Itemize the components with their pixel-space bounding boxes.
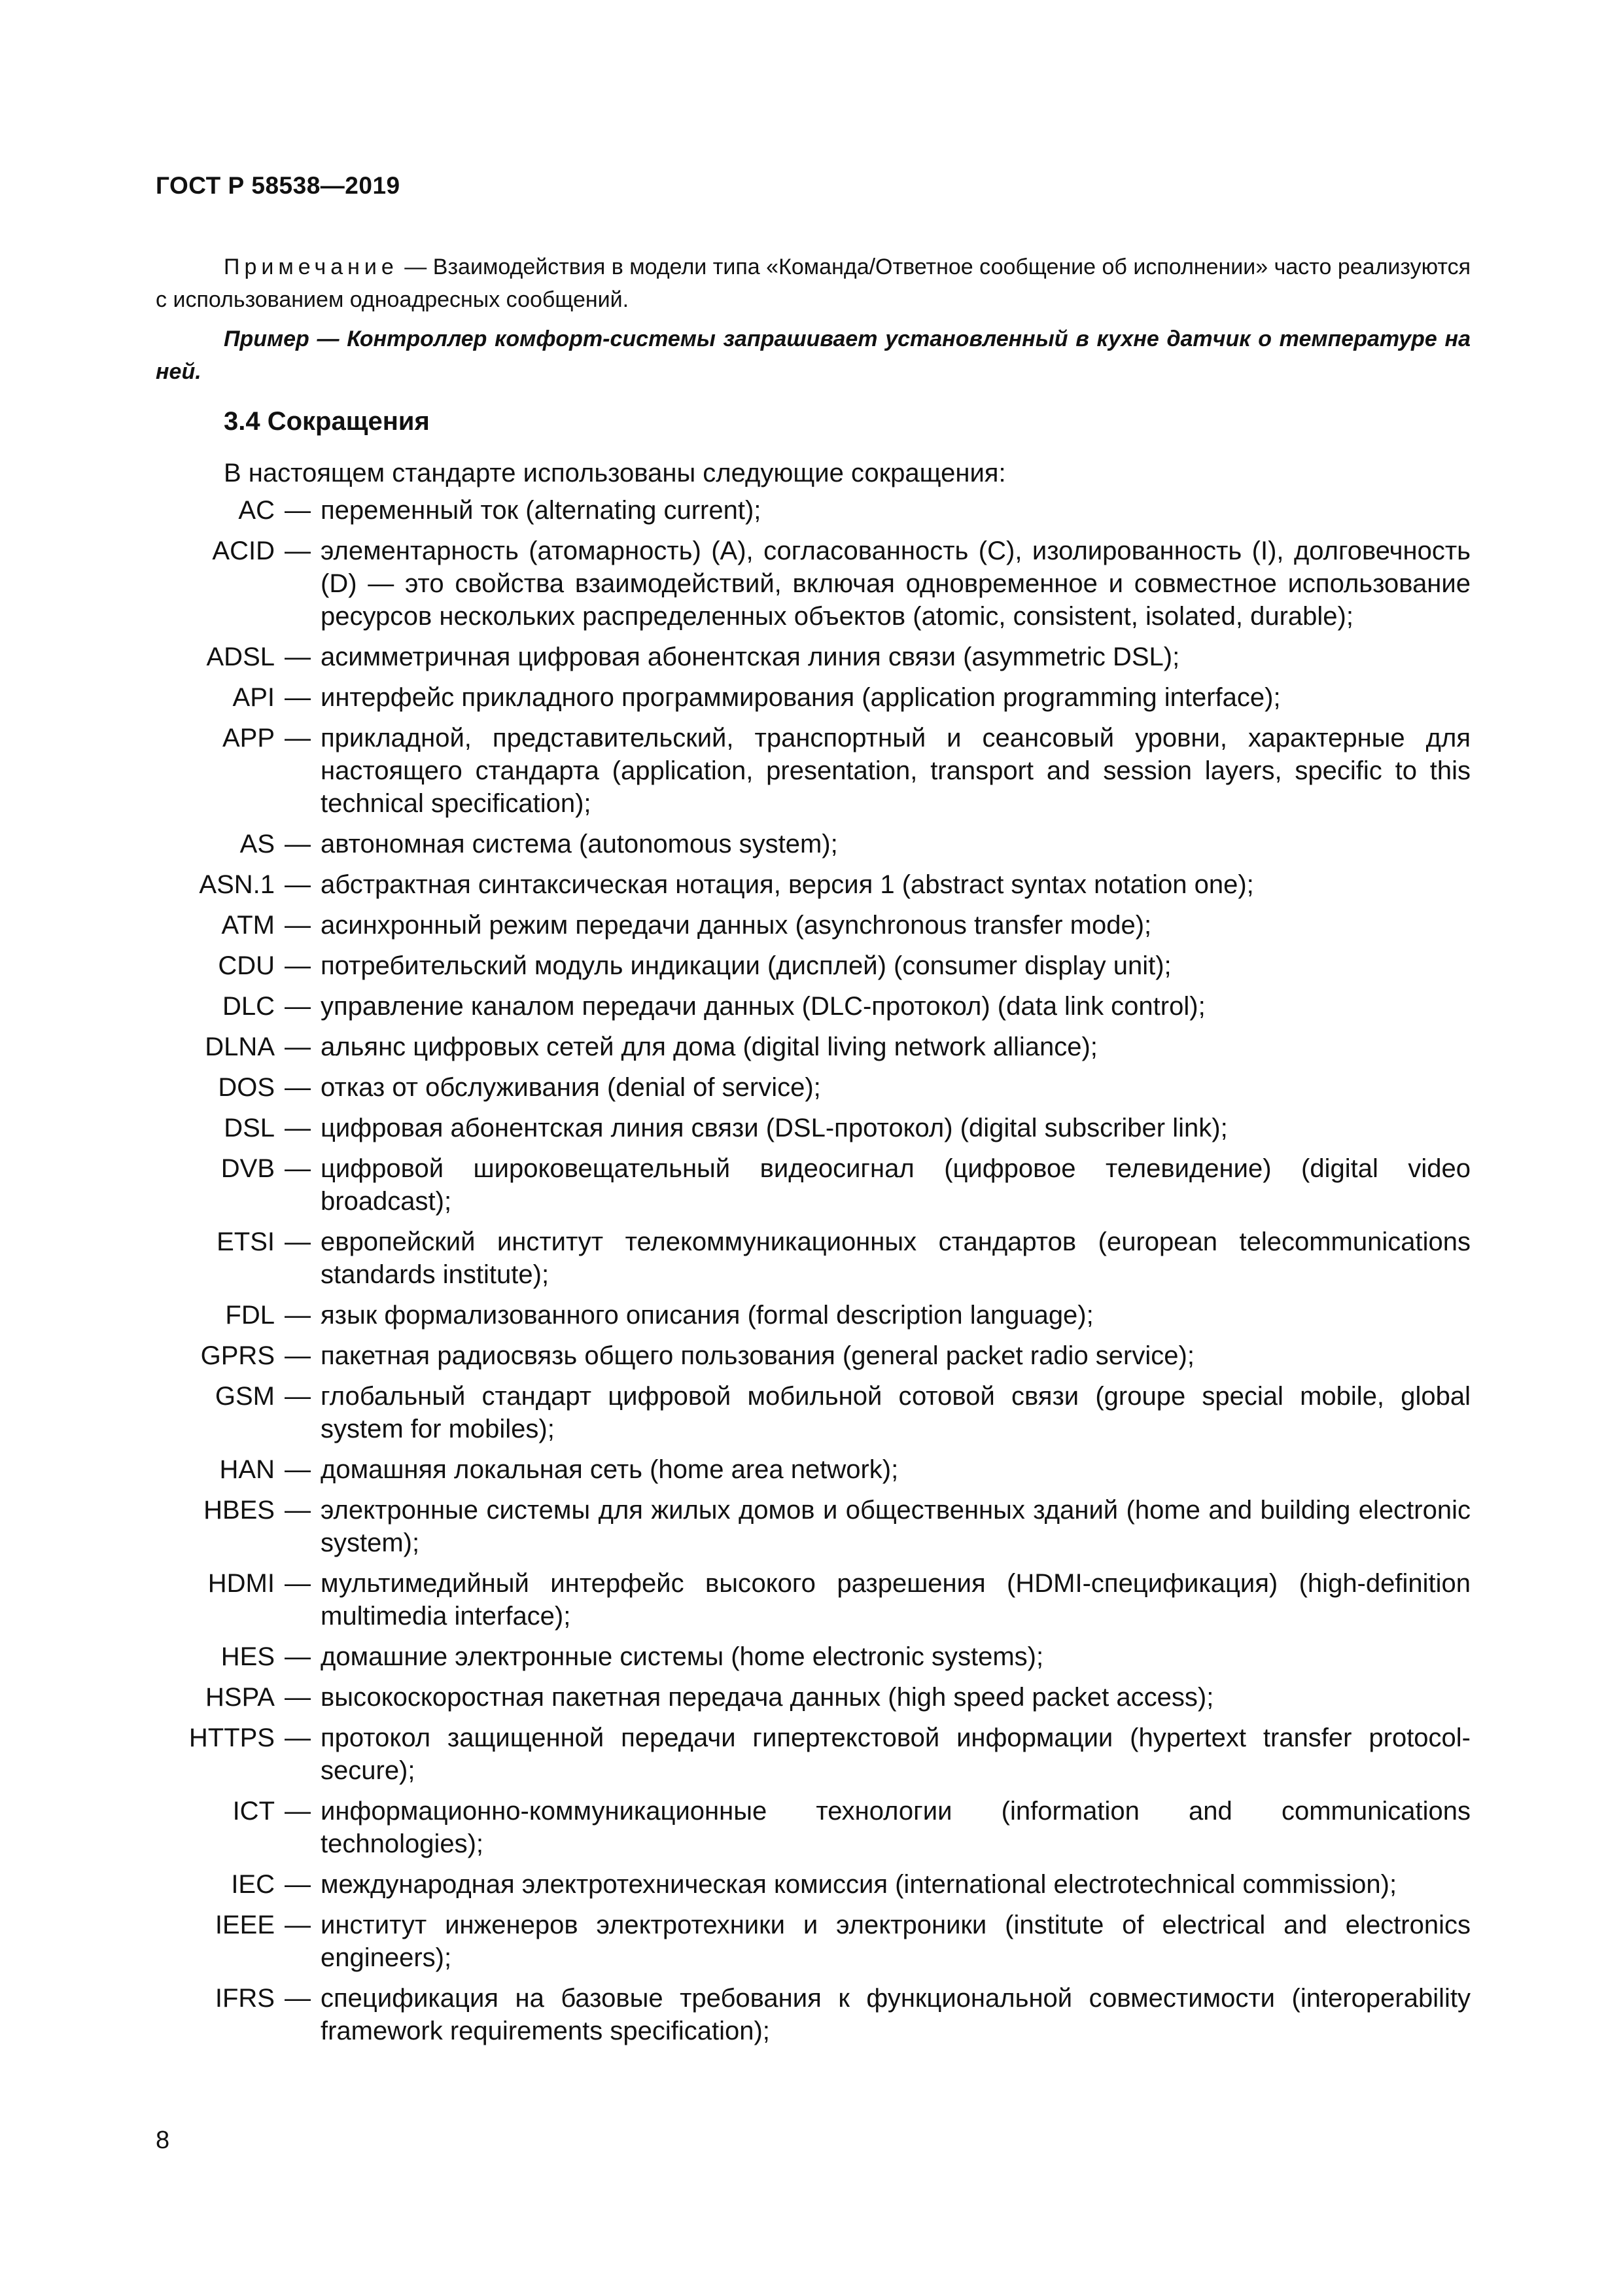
abbreviation-term: ICT [232, 1797, 275, 1826]
abbreviation-term: DOS [218, 1073, 275, 1102]
abbreviation-row [156, 1031, 1471, 1063]
abbreviation-row [156, 1795, 1471, 1860]
abbreviation-definition: электронные системы для жилых домов и общественных зданий (home and building electronic system); [321, 1496, 1471, 1557]
abbreviation-definition: альянс цифровых сетей для дома (digital living network alliance); [321, 1033, 1098, 1061]
abbreviation-row [156, 949, 1471, 982]
abbreviation-row [156, 1380, 1471, 1445]
abbreviation-definition: домашние электронные системы (home electronic systems); [321, 1642, 1044, 1671]
abbreviation-dash: — [285, 1114, 311, 1142]
example-paragraph [156, 323, 1471, 388]
abbreviation-definition: международная электротехническая комиссия (international electrotechnical commission); [321, 1870, 1397, 1899]
abbreviation-dash: — [285, 1984, 311, 2013]
example-text: Пример — Контроллер комфорт-системы запрашивает установленный в кухне датчик о температуре на ней. [156, 327, 1471, 384]
abbreviation-term: HSPA [205, 1683, 275, 1712]
abbreviation-definition: потребительский модуль индикации (дисплей) (consumer display unit); [321, 951, 1172, 980]
abbreviation-dash: — [285, 537, 311, 565]
abbreviation-definition: язык формализованного описания (formal description language); [321, 1301, 1094, 1330]
abbreviation-dash: — [285, 1496, 311, 1525]
abbreviation-list [156, 494, 1471, 2055]
abbreviation-definition: высокоскоростная пакетная передача данных (high speed packet access); [321, 1683, 1214, 1712]
abbreviation-term: ATM [221, 911, 275, 940]
abbreviation-row [156, 1299, 1471, 1332]
abbreviation-term: FDL [225, 1301, 275, 1330]
abbreviation-row [156, 1152, 1471, 1218]
abbreviation-dash: — [285, 1569, 311, 1598]
abbreviation-definition: европейский институт телекоммуникационных стандартов (european telecommunications standards institute); [321, 1227, 1471, 1289]
abbreviation-term: GSM [215, 1382, 275, 1411]
abbreviation-definition: институт инженеров электротехники и электроники (institute of electrical and electronics engineers); [321, 1911, 1471, 1972]
abbreviation-term: DLC [222, 992, 275, 1021]
abbreviation-dash: — [285, 1227, 311, 1256]
abbreviation-term: IEEE [215, 1911, 275, 1939]
abbreviation-definition: автономная система (autonomous system); [321, 830, 838, 858]
abbreviation-row [156, 1640, 1471, 1673]
abbreviation-dash: — [285, 992, 311, 1021]
abbreviation-term: API [232, 683, 275, 712]
abbreviation-term: DSL [224, 1114, 275, 1142]
abbreviation-row [156, 641, 1471, 673]
abbreviation-dash: — [285, 870, 311, 899]
abbreviation-row [156, 1868, 1471, 1901]
abbreviation-definition: прикладной, представительский, транспортный и сеансовый уровни, характерные для настоящего стандарта (application, presentation, transport and session layers, specific to this technical specification); [321, 724, 1471, 818]
abbreviation-term: AS [239, 830, 275, 858]
abbreviation-dash: — [285, 911, 311, 940]
abbreviation-row [156, 828, 1471, 860]
abbreviation-definition: асинхронный режим передачи данных (asynchronous transfer mode); [321, 911, 1152, 940]
note-label: Примечание [224, 255, 398, 279]
abbreviation-term: IFRS [215, 1984, 275, 2013]
abbreviation-row [156, 1071, 1471, 1104]
abbreviation-term: APP [222, 724, 275, 752]
abbreviation-definition: домашняя локальная сеть (home area network); [321, 1455, 899, 1484]
abbreviation-row [156, 722, 1471, 820]
abbreviation-dash: — [285, 1033, 311, 1061]
abbreviation-row [156, 1681, 1471, 1714]
abbreviation-definition: мультимедийный интерфейс высокого разрешения (HDMI-спецификация) (high-definition multimedia interface); [321, 1569, 1471, 1631]
abbreviation-dash: — [285, 683, 311, 712]
page-number: 8 [156, 2127, 170, 2154]
abbreviation-dash: — [285, 1455, 311, 1484]
abbreviation-term: CDU [218, 951, 275, 980]
abbreviation-dash: — [285, 1642, 311, 1671]
abbreviation-term: HDMI [207, 1569, 275, 1598]
abbreviation-row [156, 1982, 1471, 2047]
abbreviation-row [156, 535, 1471, 633]
abbreviation-definition: управление каналом передачи данных (DLC-протокол) (data link control); [321, 992, 1206, 1021]
abbreviation-definition: цифровая абонентская линия связи (DSL-протокол) (digital subscriber link); [321, 1114, 1228, 1142]
abbreviation-definition: переменный ток (alternating current); [321, 496, 761, 525]
abbreviation-term: GPRS [200, 1341, 275, 1370]
abbreviation-term: DVB [220, 1154, 275, 1183]
abbreviation-definition: глобальный стандарт цифровой мобильной сотовой связи (groupe special mobile, global system for mobiles); [321, 1382, 1471, 1443]
abbreviation-row [156, 1909, 1471, 1974]
abbreviation-term: HAN [219, 1455, 275, 1484]
abbreviation-definition: протокол защищенной передачи гипертекстовой информации (hypertext transfer protocol-secure); [321, 1723, 1471, 1785]
abbreviation-row [156, 1112, 1471, 1144]
section-title: 3.4 Сокращения [224, 407, 430, 436]
abbreviation-dash: — [285, 1073, 311, 1102]
abbreviation-definition: абстрактная синтаксическая нотация, версия 1 (abstract syntax notation one); [321, 870, 1254, 899]
abbreviation-row [156, 1339, 1471, 1372]
abbreviation-term: AC [238, 496, 275, 525]
section-intro: В настоящем стандарте использованы следующие сокращения: [224, 459, 1006, 487]
abbreviation-dash: — [285, 496, 311, 525]
abbreviation-dash: — [285, 830, 311, 858]
abbreviation-term: ASN.1 [199, 870, 275, 899]
abbreviation-term: DLNA [205, 1033, 275, 1061]
abbreviation-dash: — [285, 643, 311, 671]
abbreviation-row [156, 1722, 1471, 1787]
abbreviation-dash: — [285, 1154, 311, 1183]
abbreviation-term: HES [220, 1642, 275, 1671]
abbreviation-definition: цифровой широковещательный видеосигнал (цифровое телевидение) (digital video broadcast); [321, 1154, 1471, 1216]
abbreviation-dash: — [285, 951, 311, 980]
abbreviation-dash: — [285, 724, 311, 752]
abbreviation-row [156, 1567, 1471, 1633]
abbreviation-dash: — [285, 1341, 311, 1370]
abbreviation-row [156, 681, 1471, 714]
abbreviation-row [156, 868, 1471, 901]
abbreviation-term: IEC [231, 1870, 275, 1899]
abbreviation-definition: интерфейс прикладного программирования (application programming interface); [321, 683, 1281, 712]
abbreviation-dash: — [285, 1797, 311, 1826]
note-paragraph [156, 251, 1471, 316]
abbreviation-term: ADSL [206, 643, 275, 671]
abbreviation-dash: — [285, 1723, 311, 1752]
abbreviation-row [156, 1453, 1471, 1486]
abbreviation-term: ACID [212, 537, 275, 565]
abbreviation-row [156, 990, 1471, 1023]
abbreviation-term: HBES [203, 1496, 275, 1525]
abbreviation-dash: — [285, 1870, 311, 1899]
abbreviation-dash: — [285, 1301, 311, 1330]
abbreviation-term: ETSI [217, 1227, 275, 1256]
abbreviation-dash: — [285, 1683, 311, 1712]
abbreviation-definition: спецификация на базовые требования к функциональной совместимости (interoperability framework requirements specification); [321, 1984, 1471, 2045]
abbreviation-term: HTTPS [188, 1723, 275, 1752]
note-text: — Взаимодействия в модели типа «Команда/Ответное сообщение об исполнении» часто реализуются с использованием одноадресных сообщений. [156, 255, 1471, 312]
abbreviation-row [156, 909, 1471, 942]
document-header: ГОСТ Р 58538—2019 [156, 172, 400, 199]
abbreviation-dash: — [285, 1911, 311, 1939]
abbreviation-definition: асимметричная цифровая абонентская линия связи (asymmetric DSL); [321, 643, 1180, 671]
abbreviation-row [156, 1494, 1471, 1559]
abbreviation-definition: информационно-коммуникационные технологии (information and communications technologies); [321, 1797, 1471, 1858]
abbreviation-row [156, 1226, 1471, 1291]
abbreviation-definition: элементарность (атомарность) (A), согласованность (C), изолированность (I), долговечность (D) — это свойства взаимодействий, включая одновременное и совместное использование ресурсов нескольких распределенных объектов (atomic, consistent, isolated, durable); [321, 537, 1471, 631]
abbreviation-dash: — [285, 1382, 311, 1411]
abbreviation-definition: пакетная радиосвязь общего пользования (general packet radio service); [321, 1341, 1195, 1370]
abbreviation-definition: отказ от обслуживания (denial of service); [321, 1073, 821, 1102]
abbreviation-row [156, 494, 1471, 527]
